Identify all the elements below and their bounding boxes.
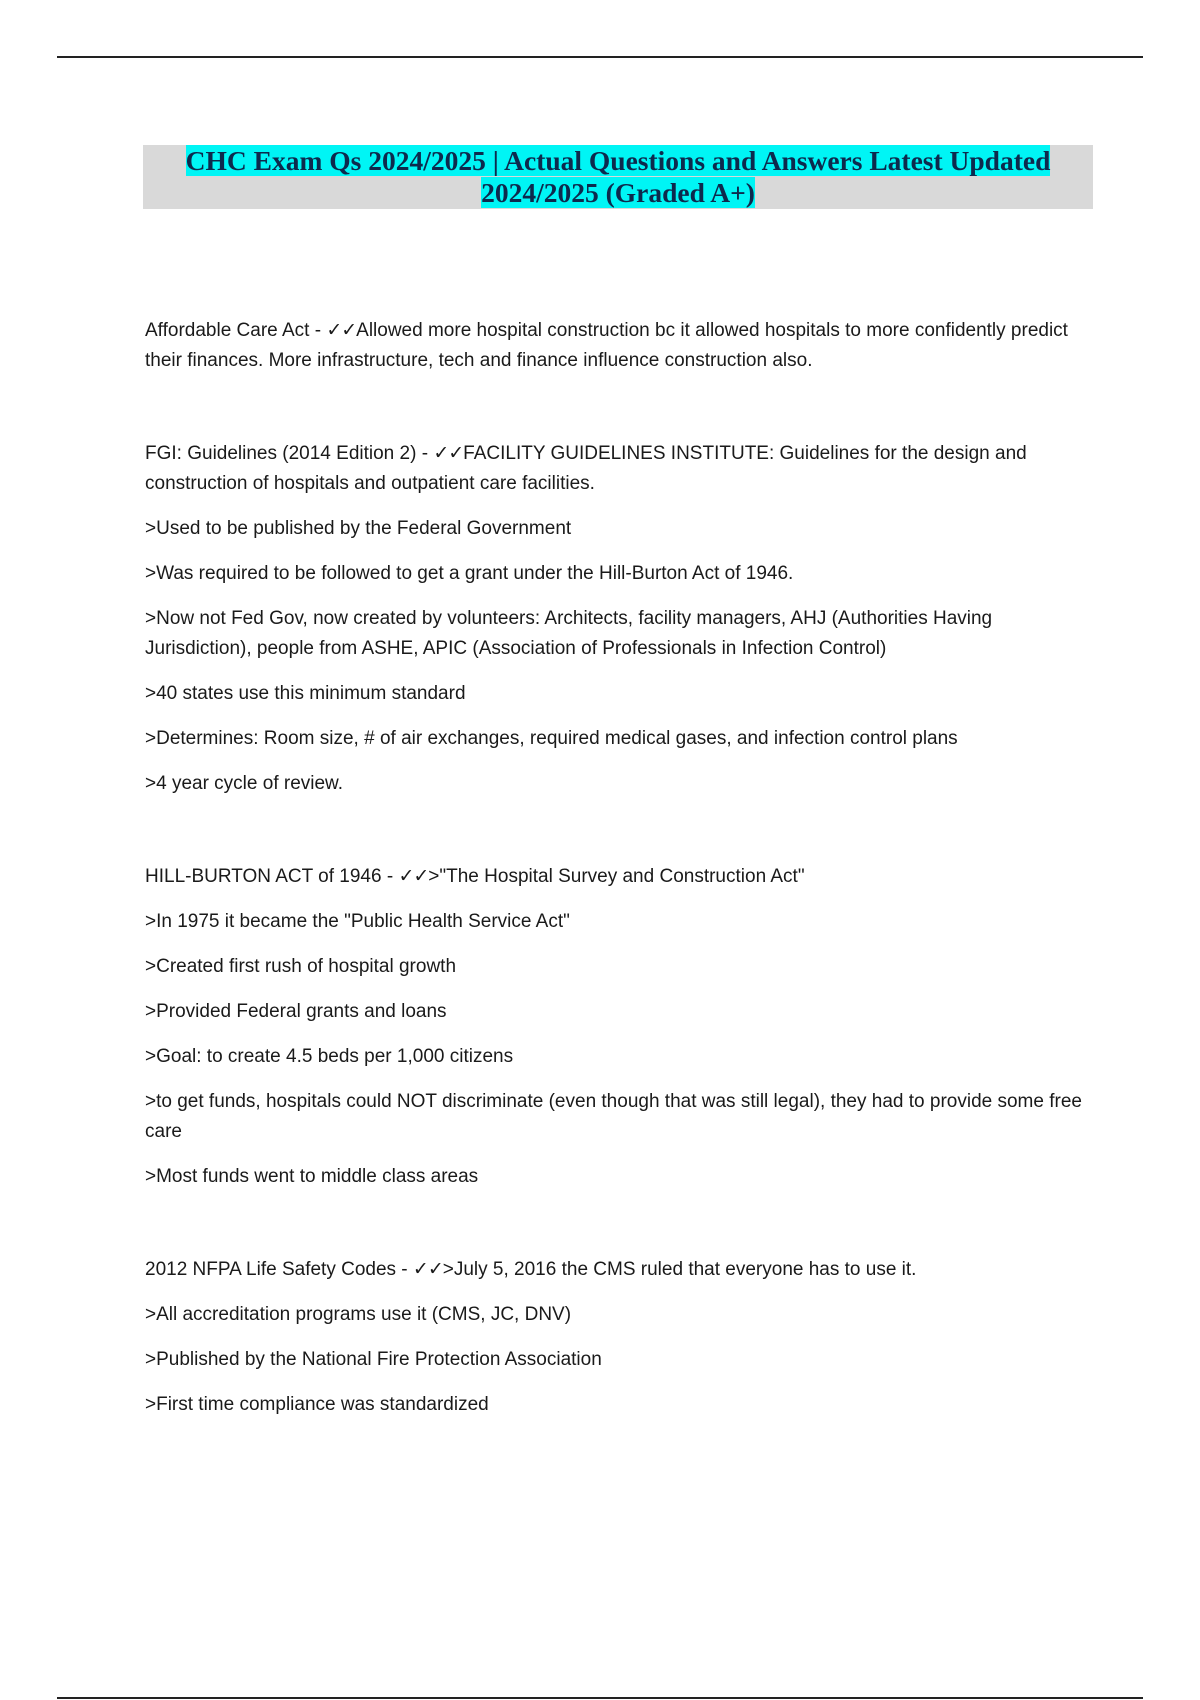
qa-answer: FACILITY GUIDELINES INSTITUTE: Guidelines for the design and construction of hospitals and outpatient care facilities.	[145, 443, 1027, 494]
qa-line: >Published by the National Fire Protection Association	[145, 1349, 602, 1370]
qa-line: >4 year cycle of review.	[145, 773, 344, 794]
qa-entry-nfpa-life-safety-codes	[145, 1254, 1095, 1420]
qa-entry-hill-burton-act	[145, 861, 1095, 1192]
qa-line: >First time compliance was standardized	[145, 1394, 489, 1415]
check-marks-icon: ✓✓	[398, 865, 429, 887]
document-title	[143, 145, 1093, 209]
qa-line	[145, 315, 1095, 376]
qa-line: >Now not Fed Gov, now created by volunteers: Architects, facility managers, AHJ (Authorities Having Jurisdiction), people from ASHE, APIC (Association of Professionals in Infection Control)	[145, 608, 993, 659]
qa-entry-affordable-care-act	[145, 315, 1095, 376]
qa-term: Affordable Care Act	[145, 320, 310, 341]
qa-line: >Most funds went to middle class areas	[145, 1166, 479, 1187]
qa-line: >In 1975 it became the "Public Health Service Act"	[145, 911, 570, 932]
qa-line: >Determines: Room size, # of air exchanges, required medical gases, and infection control plans	[145, 728, 958, 749]
qa-line: >Created first rush of hospital growth	[145, 956, 457, 977]
qa-line: >Used to be published by the Federal Government	[145, 518, 572, 539]
qa-line: >Was required to be followed to get a grant under the Hill-Burton Act of 1946.	[145, 563, 794, 584]
header-rule	[57, 56, 1143, 58]
term-separator: -	[309, 320, 327, 341]
term-separator: -	[416, 443, 434, 464]
qa-term: HILL-BURTON ACT of 1946	[145, 866, 382, 887]
check-marks-icon: ✓✓	[433, 442, 464, 464]
qa-line: >Goal: to create 4.5 beds per 1,000 citizens	[145, 1046, 514, 1067]
qa-line	[145, 861, 1095, 892]
footer-rule	[57, 1697, 1143, 1699]
qa-entry-fgi-guidelines	[145, 438, 1095, 799]
check-marks-icon: ✓✓	[412, 1258, 443, 1280]
qa-content	[145, 315, 1095, 1420]
check-marks-icon: ✓✓	[326, 319, 357, 341]
qa-term: FGI: Guidelines (2014 Edition 2)	[145, 443, 417, 464]
qa-answer: >"The Hospital Survey and Construction Act"	[428, 866, 805, 887]
qa-answer: >July 5, 2016 the CMS ruled that everyone has to use it.	[442, 1259, 917, 1280]
qa-answer: Allowed more hospital construction bc it allowed hospitals to more confidently predict their finances. More infrastructure, tech and finance influence construction also.	[145, 320, 1068, 371]
title-line-2: 2024/2025 (Graded A+)	[481, 177, 755, 208]
qa-line: >to get funds, hospitals could NOT discriminate (even though that was still legal), they had to provide some free care	[145, 1091, 1082, 1142]
qa-term: 2012 NFPA Life Safety Codes	[145, 1259, 397, 1280]
qa-line	[145, 1254, 1095, 1285]
qa-line: >40 states use this minimum standard	[145, 683, 466, 704]
qa-line: >All accreditation programs use it (CMS, JC, DNV)	[145, 1304, 572, 1325]
qa-line	[145, 438, 1095, 499]
qa-line: >Provided Federal grants and loans	[145, 1001, 447, 1022]
title-line-1: CHC Exam Qs 2024/2025 | Actual Questions and Answers Latest Updated	[185, 145, 1051, 176]
term-separator: -	[381, 866, 399, 887]
term-separator: -	[396, 1259, 413, 1280]
